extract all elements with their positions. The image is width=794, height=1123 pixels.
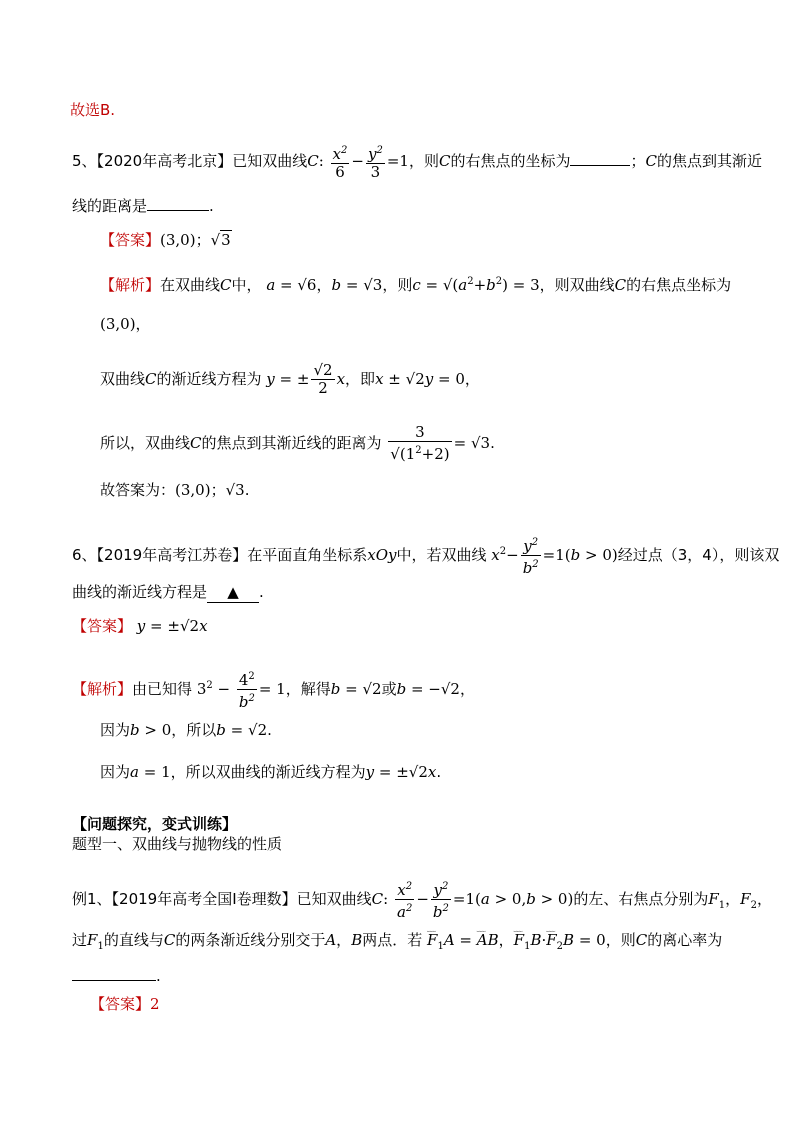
question-5-line-1: 5、【2020年高考北京】已知双曲线C: $\frac{x^2}{6}$ − $\frac{y^2}{3}$ =1，则C的右焦点的坐标为 ；C的焦点到其渐近 <box>72 142 762 181</box>
analysis-6-line-1: 【解析】由已知得 $3^2$ − $\frac{4^2}{b^2}$ = 1，解得b = √2或b = −√2， <box>72 668 475 711</box>
example-1-line-1: 例1、【2019年高考全国I卷理数】已知双曲线C: $\frac{x^2}{a^2}$ − $\frac{y^2}{b^2}$ =1(a > 0,b > 0)的左、右焦点分别为$F_1$，$F_2$， <box>72 878 772 921</box>
question-5-line-2: 线的距离是 . <box>72 197 214 215</box>
answer-example-1: 【答案】2 <box>90 995 160 1013</box>
analysis-5-line-5: 故答案为：(3,0)；√3. <box>100 481 250 499</box>
question-6-line-1: 6、【2019年高考江苏卷】在平面直角坐标系xOy中，若双曲线 $x^2-$ $\frac{y^2}{b^2}$ =1(b > 0)经过点（3，4），则该双 <box>72 534 779 577</box>
conclusion-line: 故选B. <box>70 101 116 119</box>
answer-6: 【答案】 y = ±√2x <box>72 617 208 635</box>
analysis-5-line-2: (3,0)， <box>100 315 151 333</box>
analysis-5-line-4: 所以，双曲线C的焦点到其渐近线的距离为 $\frac{3}{√(1^2+2)}$ = √3. <box>100 423 495 463</box>
question-6-line-2: 曲线的渐近线方程是 ▲ . <box>72 583 264 601</box>
analysis-5-line-1: 【解析】在双曲线C中， a = √6，b = √3，则$c = √(a^2+b^2) = 3$，则双曲线C的右焦点坐标为 <box>100 276 732 294</box>
analysis-5-line-3: 双曲线C的渐近线方程为 y = ± $\frac{√2}{2}$ x，即x ± √2y = 0， <box>100 361 480 397</box>
example-1-line-2: 过$F_1$的直线与C的两条渐近线分别交于A，B两点．若 ﹏ $F_1A$ = ﹏ AB，﹏ $F_1B\cdot﹏$ $F_2B = 0$，则C的离心率为 <box>72 930 722 957</box>
analysis-6-line-3: 因为a = 1，所以双曲线的渐近线方程为y = ±√2x. <box>100 763 442 781</box>
section-heading: 【问题探究，变式训练】 <box>72 815 238 833</box>
type-heading: 题型一、双曲线与抛物线的性质 <box>72 835 283 853</box>
analysis-6-line-2: 因为b > 0，所以b = √2. <box>100 721 272 739</box>
example-1-line-3: . <box>72 966 161 986</box>
answer-5: 【答案】(3,0)；√3 <box>100 231 231 249</box>
